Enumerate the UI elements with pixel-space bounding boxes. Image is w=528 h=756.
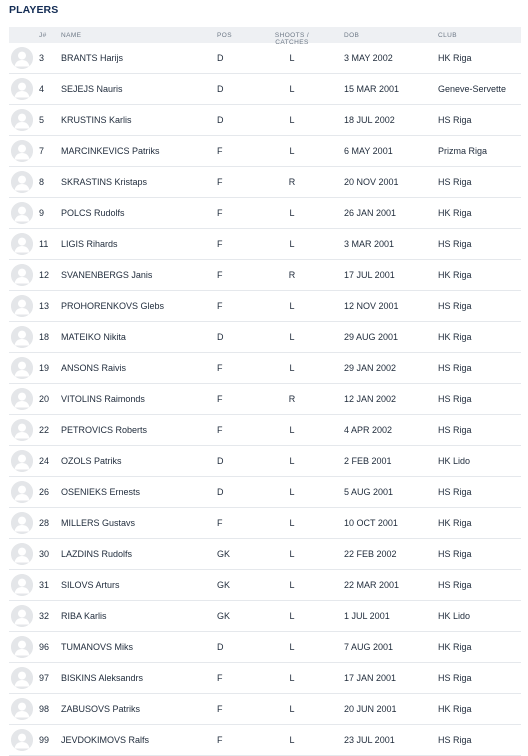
player-dob: 12 JAN 2002 — [344, 394, 397, 404]
player-club: HK Riga — [438, 208, 472, 218]
player-shoots: L — [289, 425, 295, 435]
player-dob: 18 JUL 2002 — [344, 115, 395, 125]
table-row[interactable] — [9, 167, 521, 198]
player-club: HK Riga — [438, 332, 472, 342]
player-dob: 17 JUL 2001 — [344, 270, 395, 280]
player-shoots: L — [289, 332, 295, 342]
player-photo-placeholder-icon — [11, 202, 33, 224]
player-dob: 4 APR 2002 — [344, 425, 393, 435]
column-header-number: J# — [39, 32, 47, 39]
table-row[interactable] — [9, 291, 521, 322]
player-photo-placeholder-icon — [11, 481, 33, 503]
player-shoots: L — [289, 53, 295, 63]
player-number: 99 — [39, 735, 50, 745]
player-club: HS Riga — [438, 673, 472, 683]
table-row[interactable] — [9, 694, 521, 725]
player-name[interactable]: MATEIKO Nikita — [61, 332, 126, 342]
player-name[interactable]: SEJEJS Nauris — [61, 84, 123, 94]
player-name[interactable]: OZOLS Patriks — [61, 456, 122, 466]
table-row[interactable] — [9, 229, 521, 260]
table-header — [9, 27, 521, 46]
player-club: HS Riga — [438, 363, 472, 373]
player-club: HS Riga — [438, 301, 472, 311]
table-row[interactable] — [9, 353, 521, 384]
player-number: 97 — [39, 673, 50, 683]
table-row[interactable] — [9, 198, 521, 229]
player-name[interactable]: VITOLINS Raimonds — [61, 394, 145, 404]
player-shoots: L — [289, 239, 295, 249]
player-dob: 29 JAN 2002 — [344, 363, 397, 373]
player-dob: 17 JAN 2001 — [344, 673, 397, 683]
table-row[interactable] — [9, 446, 521, 477]
player-shoots: L — [289, 208, 295, 218]
player-club: HK Lido — [438, 611, 471, 621]
player-club: HS Riga — [438, 115, 472, 125]
section-title: PLAYERS — [9, 4, 59, 16]
player-name[interactable]: POLCS Rudolfs — [61, 208, 125, 218]
player-position: D — [217, 456, 224, 466]
player-shoots: L — [289, 642, 295, 652]
player-dob: 1 JUL 2001 — [344, 611, 390, 621]
player-club: Geneve-Servette — [438, 84, 507, 94]
table-row[interactable] — [9, 74, 521, 105]
player-club: HK Riga — [438, 704, 472, 714]
player-shoots: L — [289, 549, 295, 559]
player-shoots: L — [289, 301, 295, 311]
player-photo-placeholder-icon — [11, 512, 33, 534]
player-name[interactable]: BRANTS Harijs — [61, 53, 124, 63]
player-club: HK Riga — [438, 270, 472, 280]
player-photo-placeholder-icon — [11, 47, 33, 69]
player-position: F — [217, 239, 223, 249]
player-dob: 3 MAR 2001 — [344, 239, 395, 249]
player-position: F — [217, 208, 223, 218]
player-number: 20 — [39, 394, 50, 404]
player-dob: 5 AUG 2001 — [344, 487, 394, 497]
player-shoots: L — [289, 611, 295, 621]
player-photo-placeholder-icon — [11, 667, 33, 689]
player-name[interactable]: ZABUSOVS Patriks — [61, 704, 141, 714]
player-dob: 20 JUN 2001 — [344, 704, 397, 714]
player-club: HK Riga — [438, 518, 472, 528]
player-club: HK Riga — [438, 53, 472, 63]
player-dob: 3 MAY 2002 — [344, 53, 393, 63]
player-photo-placeholder-icon — [11, 698, 33, 720]
player-club: Prizma Riga — [438, 146, 488, 156]
player-photo-placeholder-icon — [11, 605, 33, 627]
player-position: F — [217, 177, 223, 187]
player-name[interactable]: KRUSTINS Karlis — [61, 115, 132, 125]
player-name[interactable]: TUMANOVS Miks — [61, 642, 133, 652]
column-header-dob: DOB — [344, 32, 360, 39]
player-name[interactable]: MARCINKEVICS Patriks — [61, 146, 160, 156]
player-name[interactable]: SKRASTINS Kristaps — [61, 177, 148, 187]
player-number: 22 — [39, 425, 50, 435]
player-position: F — [217, 394, 223, 404]
player-shoots: L — [289, 580, 295, 590]
player-position: F — [217, 735, 223, 745]
player-photo-placeholder-icon — [11, 109, 33, 131]
player-name[interactable]: ANSONS Raivis — [61, 363, 127, 373]
players-table — [9, 27, 521, 756]
player-number: 18 — [39, 332, 50, 342]
player-name[interactable]: SVANENBERGS Janis — [61, 270, 153, 280]
player-club: HK Lido — [438, 456, 471, 466]
column-header-shoots: SHOOTS / CATCHES — [274, 32, 310, 46]
player-position: D — [217, 84, 224, 94]
player-position: D — [217, 332, 224, 342]
player-club: HS Riga — [438, 580, 472, 590]
player-name[interactable]: PETROVICS Roberts — [61, 425, 148, 435]
table-row[interactable] — [9, 43, 521, 74]
player-club: HS Riga — [438, 735, 472, 745]
player-number: 3 — [39, 53, 45, 63]
player-shoots: L — [289, 735, 295, 745]
player-photo-placeholder-icon — [11, 233, 33, 255]
player-photo-placeholder-icon — [11, 729, 33, 751]
player-photo-placeholder-icon — [11, 450, 33, 472]
player-number: 30 — [39, 549, 50, 559]
player-name[interactable]: LAZDINS Rudolfs — [61, 549, 133, 559]
player-photo-placeholder-icon — [11, 419, 33, 441]
table-row[interactable] — [9, 601, 521, 632]
player-position: GK — [217, 611, 231, 621]
player-position: GK — [217, 549, 231, 559]
table-row[interactable] — [9, 477, 521, 508]
player-shoots: L — [289, 673, 295, 683]
player-number: 32 — [39, 611, 50, 621]
player-photo-placeholder-icon — [11, 295, 33, 317]
player-position: F — [217, 704, 223, 714]
player-shoots: L — [289, 456, 295, 466]
table-row[interactable] — [9, 105, 521, 136]
player-position: D — [217, 642, 224, 652]
player-photo-placeholder-icon — [11, 326, 33, 348]
player-photo-placeholder-icon — [11, 264, 33, 286]
player-position: F — [217, 673, 223, 683]
table-body — [9, 43, 521, 756]
player-number: 11 — [39, 239, 49, 249]
player-shoots: R — [288, 394, 296, 404]
player-name[interactable]: SILOVS Arturs — [61, 580, 120, 590]
player-club: HS Riga — [438, 549, 472, 559]
player-dob: 2 FEB 2001 — [344, 456, 392, 466]
table-row[interactable] — [9, 415, 521, 446]
player-dob: 20 NOV 2001 — [344, 177, 399, 187]
player-position: D — [217, 53, 224, 63]
player-photo-placeholder-icon — [11, 357, 33, 379]
player-position: F — [217, 146, 223, 156]
player-position: F — [217, 518, 223, 528]
player-number: 26 — [39, 487, 50, 497]
player-club: HS Riga — [438, 487, 472, 497]
player-club: HK Riga — [438, 642, 472, 652]
player-shoots: L — [289, 84, 295, 94]
player-shoots: R — [288, 177, 296, 187]
table-row[interactable] — [9, 632, 521, 663]
player-number: 19 — [39, 363, 50, 373]
table-row[interactable] — [9, 570, 521, 601]
player-photo-placeholder-icon — [11, 78, 33, 100]
player-shoots: L — [289, 518, 295, 528]
player-number: 31 — [39, 580, 50, 590]
player-shoots: L — [289, 704, 295, 714]
table-row[interactable] — [9, 725, 521, 756]
player-name[interactable]: PROHORENKOVS Glebs — [61, 301, 165, 311]
player-photo-placeholder-icon — [11, 636, 33, 658]
player-club: HS Riga — [438, 177, 472, 187]
player-dob: 29 AUG 2001 — [344, 332, 399, 342]
player-dob: 23 JUL 2001 — [344, 735, 395, 745]
player-position: D — [217, 115, 224, 125]
player-name[interactable]: LIGIS Rihards — [61, 239, 118, 249]
player-position: F — [217, 425, 223, 435]
player-shoots: R — [288, 270, 296, 280]
player-number: 96 — [39, 642, 50, 652]
player-name[interactable]: MILLERS Gustavs — [61, 518, 136, 528]
table-row[interactable] — [9, 539, 521, 570]
column-header-name: NAME — [61, 32, 82, 39]
column-header-club: CLUB — [438, 32, 457, 39]
player-club: HS Riga — [438, 239, 472, 249]
player-dob: 12 NOV 2001 — [344, 301, 399, 311]
player-dob: 15 MAR 2001 — [344, 84, 400, 94]
player-photo-placeholder-icon — [11, 543, 33, 565]
player-number: 28 — [39, 518, 50, 528]
table-row[interactable] — [9, 663, 521, 694]
player-position: GK — [217, 580, 231, 590]
player-number: 12 — [39, 270, 50, 280]
player-club: HS Riga — [438, 394, 472, 404]
player-name[interactable]: JEVDOKIMOVS Ralfs — [61, 735, 150, 745]
player-number: 4 — [39, 84, 45, 94]
column-header-pos: POS — [217, 32, 232, 39]
player-dob: 22 MAR 2001 — [344, 580, 400, 590]
player-photo-placeholder-icon — [11, 140, 33, 162]
player-shoots: L — [289, 487, 295, 497]
player-name[interactable]: OSENIEKS Ernests — [61, 487, 141, 497]
table-row[interactable] — [9, 384, 521, 415]
player-position: F — [217, 301, 223, 311]
player-club: HS Riga — [438, 425, 472, 435]
player-number: 24 — [39, 456, 50, 466]
player-number: 98 — [39, 704, 50, 714]
player-shoots: L — [289, 146, 295, 156]
player-position: F — [217, 270, 223, 280]
player-number: 5 — [39, 115, 45, 125]
table-row[interactable] — [9, 136, 521, 167]
player-photo-placeholder-icon — [11, 171, 33, 193]
player-photo-placeholder-icon — [11, 388, 33, 410]
player-name[interactable]: RIBA Karlis — [61, 611, 107, 621]
player-number: 13 — [39, 301, 50, 311]
player-number: 9 — [39, 208, 45, 218]
player-dob: 6 MAY 2001 — [344, 146, 393, 156]
table-row[interactable] — [9, 260, 521, 291]
player-dob: 22 FEB 2002 — [344, 549, 397, 559]
table-row[interactable] — [9, 508, 521, 539]
player-number: 7 — [39, 146, 45, 156]
player-dob: 26 JAN 2001 — [344, 208, 397, 218]
player-shoots: L — [289, 363, 295, 373]
table-row[interactable] — [9, 322, 521, 353]
player-position: F — [217, 363, 223, 373]
player-dob: 10 OCT 2001 — [344, 518, 398, 528]
player-number: 8 — [39, 177, 45, 187]
player-position: D — [217, 487, 224, 497]
player-photo-placeholder-icon — [11, 574, 33, 596]
player-shoots: L — [289, 115, 295, 125]
player-name[interactable]: BISKINS Aleksandrs — [61, 673, 144, 683]
player-dob: 7 AUG 2001 — [344, 642, 394, 652]
